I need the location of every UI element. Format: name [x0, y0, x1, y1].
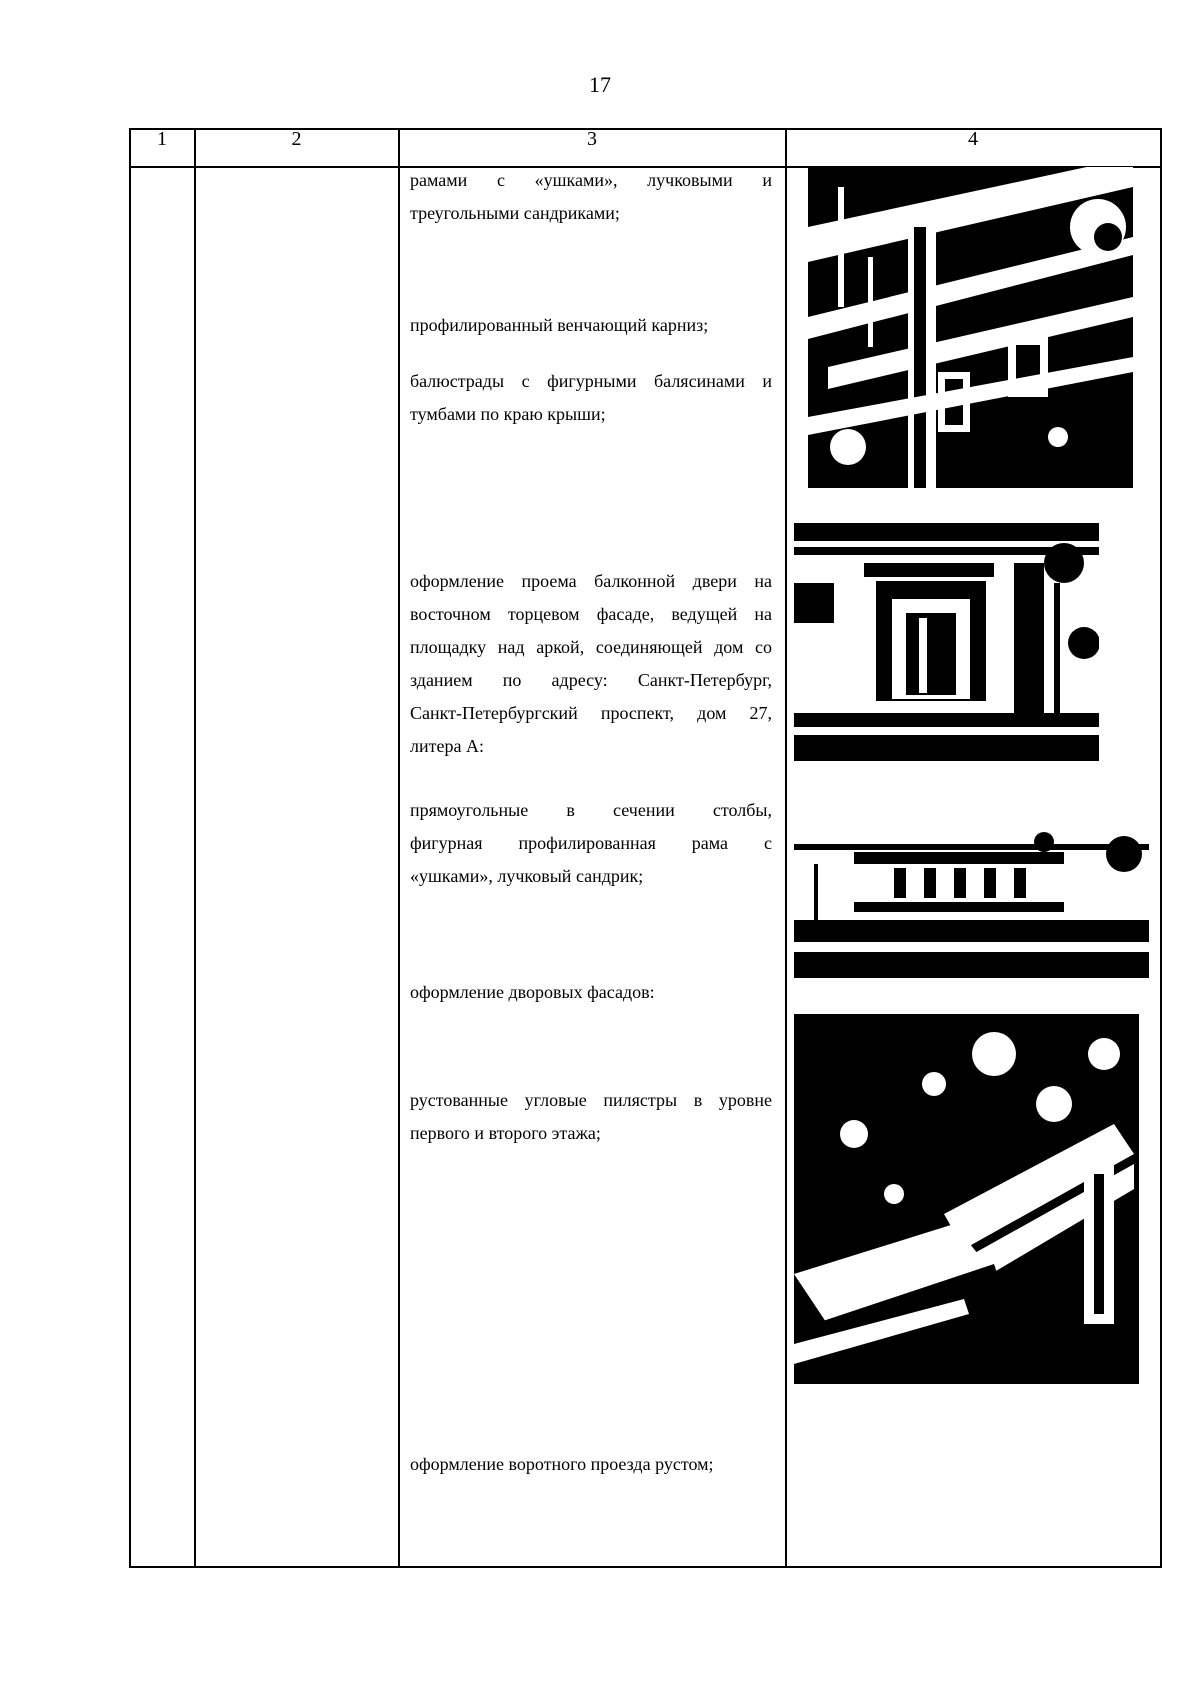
header-col-4: 4 [968, 128, 978, 150]
text-item-courtyard-facades: оформление дворовых фасадов: [410, 982, 655, 1002]
text-item-gateway: оформление воротного проезда рустом; [410, 1454, 714, 1474]
photo-corner-pilaster [794, 1014, 1139, 1384]
col-border-1-2 [194, 128, 196, 1567]
col-border-left [129, 128, 131, 1567]
text-item-pilasters: рустованные угловые пилястры в уровне первого и второго этажа; [410, 1090, 772, 1143]
col-border-2-3 [398, 128, 400, 1567]
col-border-3-4 [785, 128, 787, 1567]
header-col-1: 1 [157, 128, 167, 150]
photo-balustrade [794, 824, 1149, 978]
photo-facade-windows [808, 167, 1133, 488]
table-bottom-border [129, 1566, 1162, 1568]
photo-balcony-door [794, 523, 1099, 761]
text-item-cornice: профилированный венчающий карниз; [410, 315, 709, 335]
col-border-right [1160, 128, 1162, 1567]
text-item-balustrades: балюстрады с фигурными балясинами и тумбами по краю крыши; [410, 371, 772, 424]
page-number: 17 [589, 72, 611, 97]
text-item-balcony-door: оформление проема балконной двери на восточном торцевом фасаде, ведущей на площадку над аркой, соединяющей дом со зданием по адресу: Санкт-Петербург, Санкт-Петербургский проспект, дом 27, литера А: [410, 571, 772, 756]
header-col-2: 2 [291, 128, 302, 150]
text-item-window-frames: рамами с «ушками», лучковыми и треугольными сандриками; [410, 170, 772, 223]
header-col-3: 3 [587, 128, 597, 150]
text-item-columns-frame: прямоугольные в сечении столбы, фигурная профилированная рама с «ушками», лучковый сандрик; [410, 800, 772, 886]
